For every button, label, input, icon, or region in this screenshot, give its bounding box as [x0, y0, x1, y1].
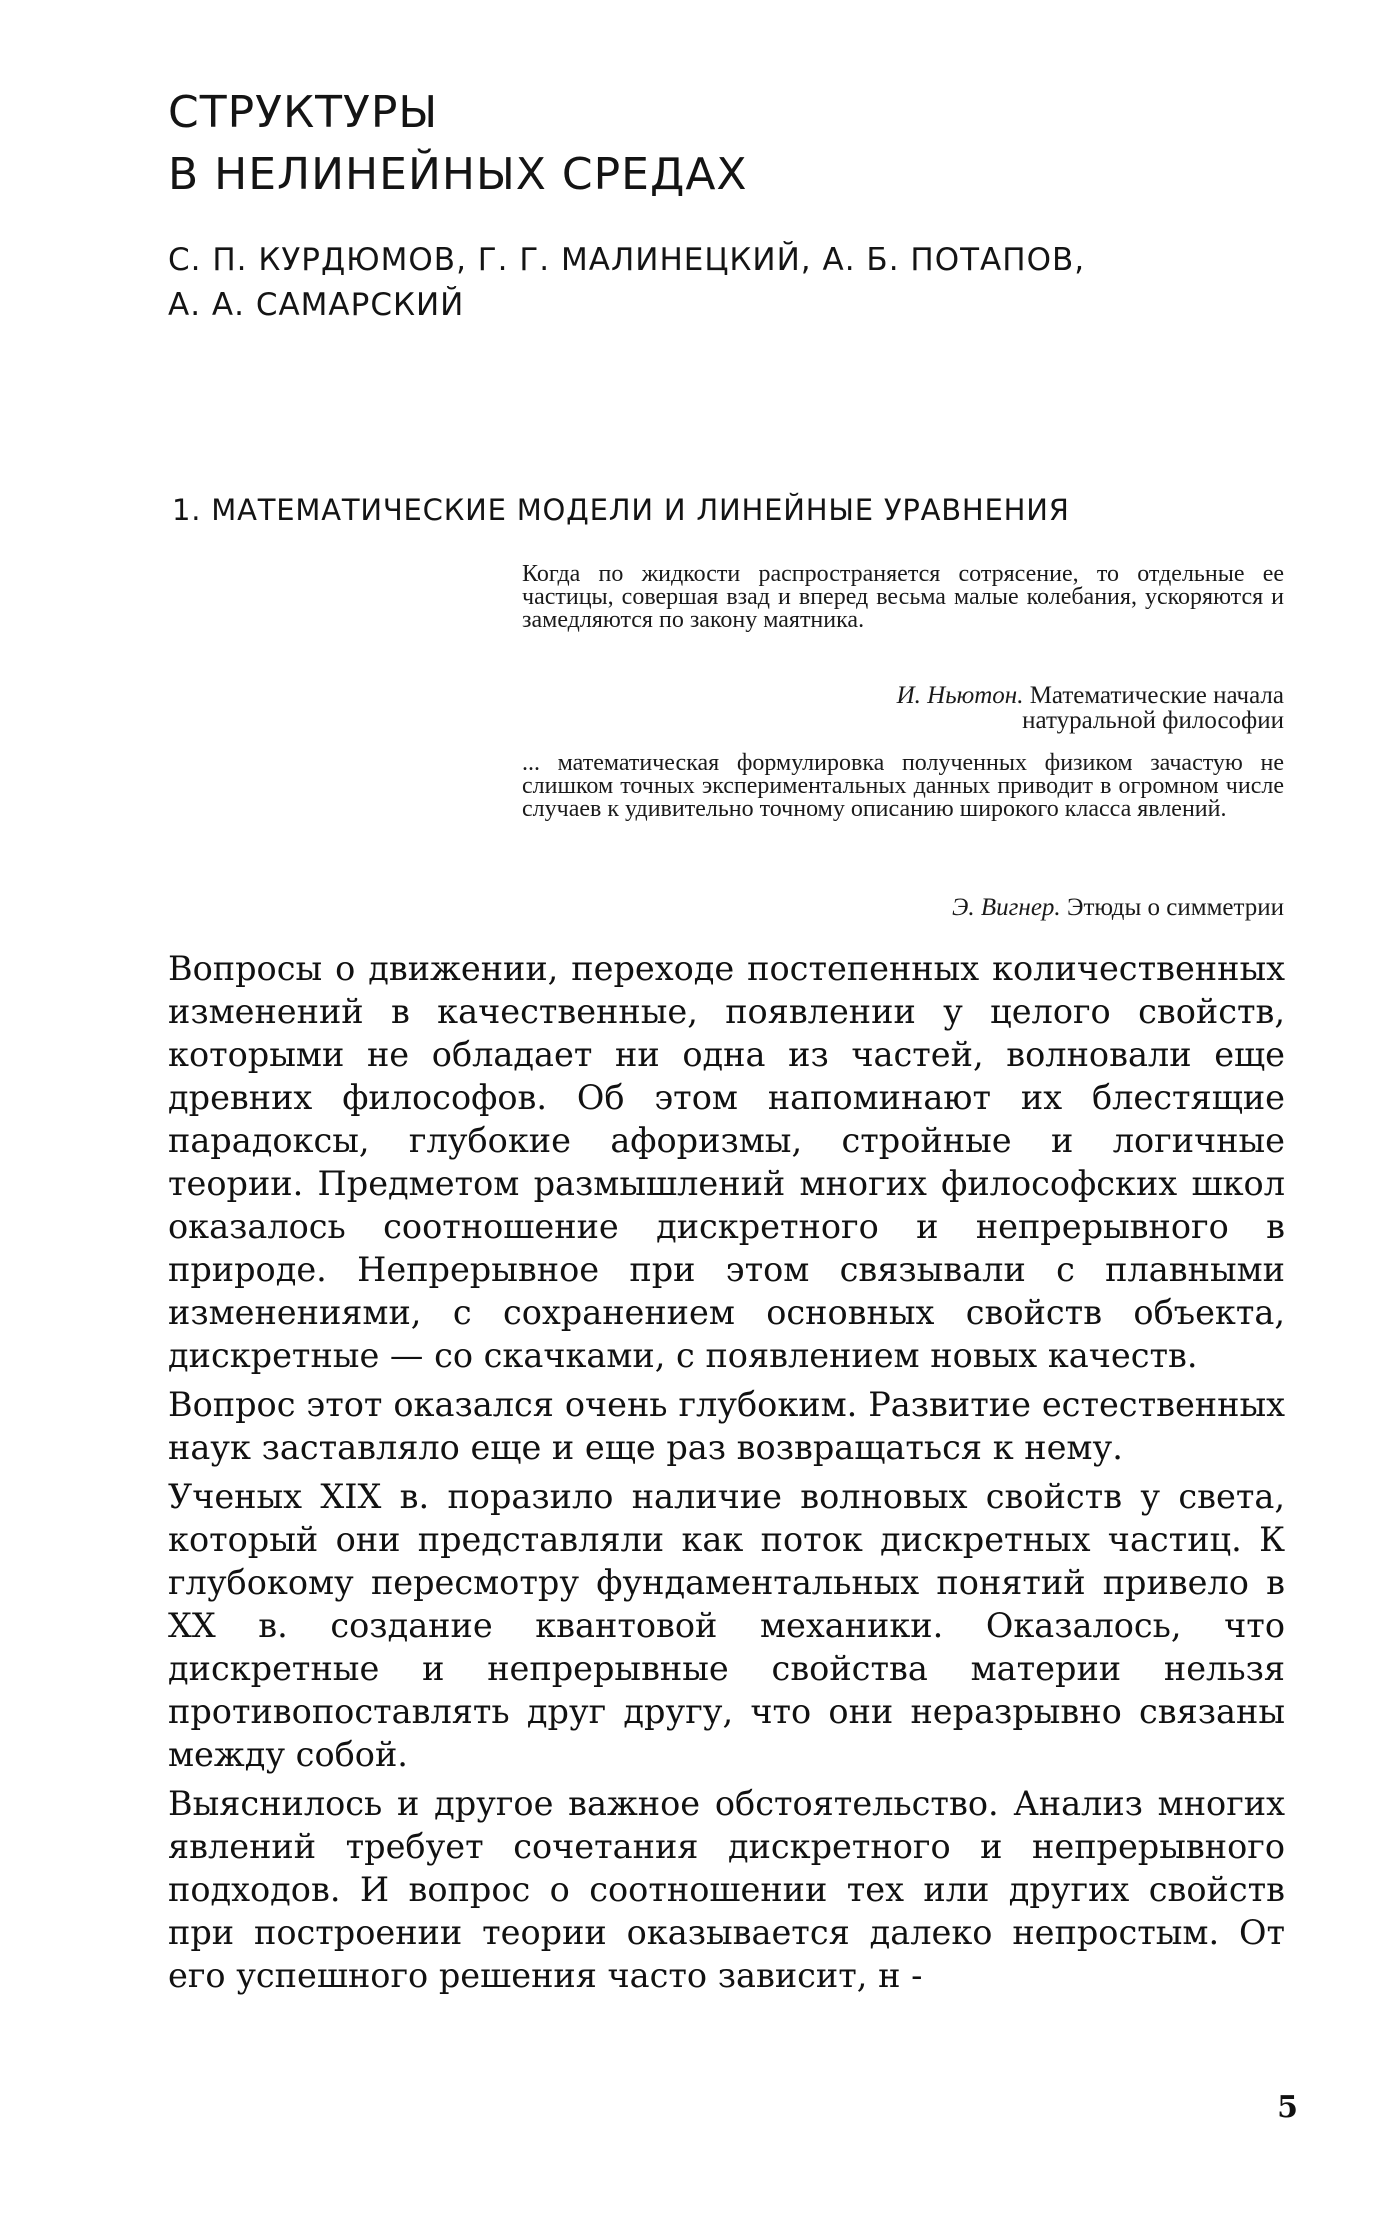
epigraph-wigner-author: Э. Вигнер.	[952, 894, 1061, 921]
article-title	[168, 82, 1168, 206]
page-number: 5	[1277, 2090, 1298, 2125]
section-heading: 1. МАТЕМАТИЧЕСКИЕ МОДЕЛИ И ЛИНЕЙНЫЕ УРАВНЕНИЯ	[172, 493, 1070, 527]
body-paragraph-2: Вопрос этот оказался очень глубоким. Развитие естественных наук заставляло еще и еще раз возвращаться к нему.	[168, 1385, 1285, 1467]
epigraph-wigner-attribution	[584, 895, 1284, 920]
authors-line-1: С. П. КУРДЮМОВ, Г. Г. МАЛИНЕЦКИЙ, А. Б. ПОТАПОВ,	[168, 242, 1086, 278]
epigraph-newton-source-line-2: натуральной философии	[1022, 707, 1284, 734]
epigraph-wigner-source: Этюды о симметрии	[1066, 894, 1284, 921]
epigraph-wigner-text: ... математическая формулировка полученных физиком зачастую не слишком точных экспериментальных данных приводит в огромном числе случаев к удивительно точному описанию широкого класса явлений.	[522, 750, 1284, 822]
epigraph-newton-source-line-1: Математические начала	[1029, 682, 1284, 709]
epigraph-newton-text: Когда по жидкости распространяется сотрясение, то отдельные ее частицы, совершая взад и вперед весьма малые колебания, ускоряются и замедляются по закону маятника.	[522, 561, 1284, 633]
body-text	[168, 947, 1285, 2003]
authors-line-2: А. А. САМАРСКИЙ	[168, 287, 465, 323]
epigraph-newton-attribution	[684, 683, 1284, 733]
body-paragraph-1: Вопросы о движении, переходе постепенных количественных изменений в качественные, появлении у целого свойств, которыми не обладает ни одна из частей, волновали еще древних философов. Об этом напоминают их блестящие парадоксы, глубокие афоризмы, стройные и логичные теории. Предметом размышлений многих философских школ оказалось соотношение дискретного и непрерывного в природе. Непрерывное при этом связывали с плавными изменениями, с сохранением основных свойств объекта, дискретные — со скачками, с появлением новых качеств.	[168, 949, 1285, 1375]
body-paragraph-3: Ученых XIX в. поразило наличие волновых свойств у света, который они представляли как поток дискретных частиц. К глубокому пересмотру фундаментальных понятий привело в XX в. создание квантовой механики. Оказалось, что дискретные и непрерывные свойства материи нельзя противопоставлять друг другу, что они неразрывно связаны между собой.	[168, 1477, 1285, 1774]
epigraph-newton-author: И. Ньютон.	[896, 682, 1024, 709]
body-paragraph-4: Выяснилось и другое важное обстоятельство. Анализ многих явлений требует сочетания дискретного и непрерывного подходов. И вопрос о соотношении тех или других свойств при построении теории оказывается далеко непростым. От его успешного решения часто зависит, н -	[168, 1784, 1285, 1995]
title-line-2: В НЕЛИНЕЙНЫХ СРЕДАХ	[168, 149, 748, 200]
title-line-1: СТРУКТУРЫ	[168, 87, 439, 138]
author-list	[168, 238, 1268, 328]
